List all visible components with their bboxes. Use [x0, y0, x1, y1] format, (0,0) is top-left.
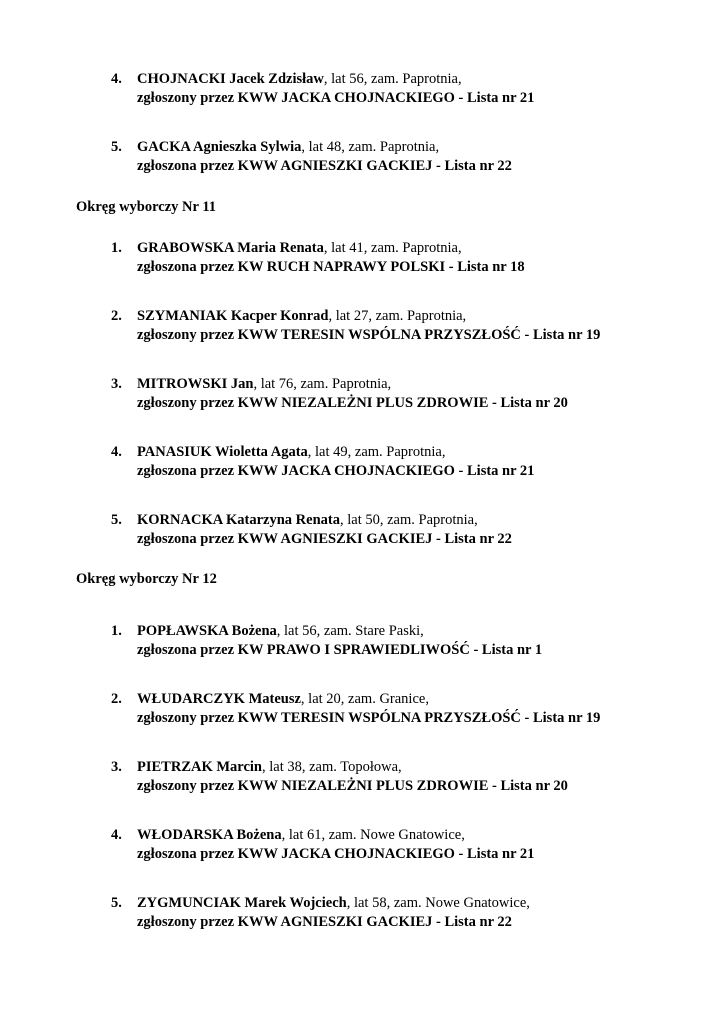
- candidate-details: , lat 38, zam. Topołowa,: [262, 759, 402, 775]
- candidate-name: PIETRZAK Marcin: [137, 759, 262, 775]
- district-heading: Okręg wyborczy Nr 11: [76, 199, 217, 215]
- candidate-number: 1.: [111, 623, 122, 639]
- candidate-name: KORNACKA Katarzyna Renata: [137, 512, 340, 528]
- candidate-name: ZYGMUNCIAK Marek Wojciech: [137, 895, 347, 911]
- candidate-number: 5.: [111, 895, 122, 911]
- candidate-number: 5.: [111, 139, 122, 155]
- candidate-number: 5.: [111, 512, 122, 528]
- candidate-line: [137, 826, 465, 844]
- candidate-name: WŁUDARCZYK Mateusz: [137, 691, 301, 707]
- candidate-line: [137, 138, 439, 156]
- candidate-line: [137, 511, 478, 529]
- candidate-name: POPŁAWSKA Bożena: [137, 623, 277, 639]
- candidate-details: , lat 27, zam. Paprotnia,: [328, 308, 467, 324]
- candidate-number: 1.: [111, 240, 122, 256]
- candidate-details: , lat 58, zam. Nowe Gnatowice,: [346, 895, 530, 911]
- candidate-name: SZYMANIAK Kacper Konrad: [137, 308, 329, 324]
- candidate-submitted-by: zgłoszony przez KWW TERESIN WSPÓLNA PRZYSZŁOŚĆ - Lista nr 19: [137, 327, 601, 343]
- candidate-details: , lat 20, zam. Granice,: [300, 691, 429, 707]
- candidate-submitted-by: zgłoszona przez KWW JACKA CHOJNACKIEGO - Lista nr 21: [137, 463, 535, 479]
- candidate-number: 3.: [111, 759, 122, 775]
- candidate-line: [137, 622, 424, 640]
- candidate-submitted-by: zgłoszona przez KWW AGNIESZKI GACKIEJ - Lista nr 22: [137, 531, 512, 547]
- candidate-line: [137, 239, 462, 257]
- candidate-name: WŁODARSKA Bożena: [137, 827, 282, 843]
- candidate-submitted-by: zgłoszony przez KWW JACKA CHOJNACKIEGO - Lista nr 21: [137, 90, 535, 106]
- candidate-line: [137, 70, 462, 88]
- candidate-submitted-by: zgłoszona przez KW PRAWO I SPRAWIEDLIWOŚĆ - Lista nr 1: [137, 642, 543, 658]
- candidate-line: [137, 375, 391, 393]
- candidate-name: MITROWSKI Jan: [137, 376, 254, 392]
- candidate-details: , lat 49, zam. Paprotnia,: [307, 444, 446, 460]
- candidate-submitted-by: zgłoszony przez KWW NIEZALEŻNI PLUS ZDROWIE - Lista nr 20: [137, 778, 568, 794]
- candidate-submitted-by: zgłoszona przez KWW JACKA CHOJNACKIEGO - Lista nr 21: [137, 846, 535, 862]
- candidate-name: GACKA Agnieszka Sylwia: [137, 139, 302, 155]
- candidate-number: 3.: [111, 376, 122, 392]
- district-heading: Okręg wyborczy Nr 12: [76, 571, 217, 587]
- candidate-number: 4.: [111, 827, 122, 843]
- candidate-details: , lat 48, zam. Paprotnia,: [301, 139, 440, 155]
- candidate-name: GRABOWSKA Maria Renata: [137, 240, 324, 256]
- candidate-number: 2.: [111, 308, 122, 324]
- candidate-line: [137, 307, 466, 325]
- candidate-number: 2.: [111, 691, 122, 707]
- candidate-submitted-by: zgłoszony przez KWW TERESIN WSPÓLNA PRZYSZŁOŚĆ - Lista nr 19: [137, 710, 601, 726]
- candidate-number: 4.: [111, 444, 122, 460]
- candidate-name: CHOJNACKI Jacek Zdzisław: [137, 71, 324, 87]
- candidate-details: , lat 61, zam. Nowe Gnatowice,: [281, 827, 465, 843]
- candidate-details: , lat 76, zam. Paprotnia,: [253, 376, 392, 392]
- candidate-details: , lat 41, zam. Paprotnia,: [323, 240, 462, 256]
- candidate-submitted-by: zgłoszony przez KWW AGNIESZKI GACKIEJ - Lista nr 22: [137, 914, 512, 930]
- candidate-details: , lat 56, zam. Paprotnia,: [323, 71, 462, 87]
- candidate-line: [137, 690, 429, 708]
- candidate-line: [137, 758, 402, 776]
- candidate-details: , lat 56, zam. Stare Paski,: [276, 623, 424, 639]
- candidate-line: [137, 443, 446, 461]
- candidate-number: 4.: [111, 71, 122, 87]
- candidate-name: PANASIUK Wioletta Agata: [137, 444, 308, 460]
- candidate-details: , lat 50, zam. Paprotnia,: [340, 512, 478, 528]
- candidate-submitted-by: zgłoszona przez KW RUCH NAPRAWY POLSKI - Lista nr 18: [137, 259, 525, 275]
- candidate-line: [137, 894, 530, 912]
- candidate-submitted-by: zgłoszona przez KWW AGNIESZKI GACKIEJ - Lista nr 22: [137, 158, 512, 174]
- candidate-submitted-by: zgłoszony przez KWW NIEZALEŻNI PLUS ZDROWIE - Lista nr 20: [137, 395, 568, 411]
